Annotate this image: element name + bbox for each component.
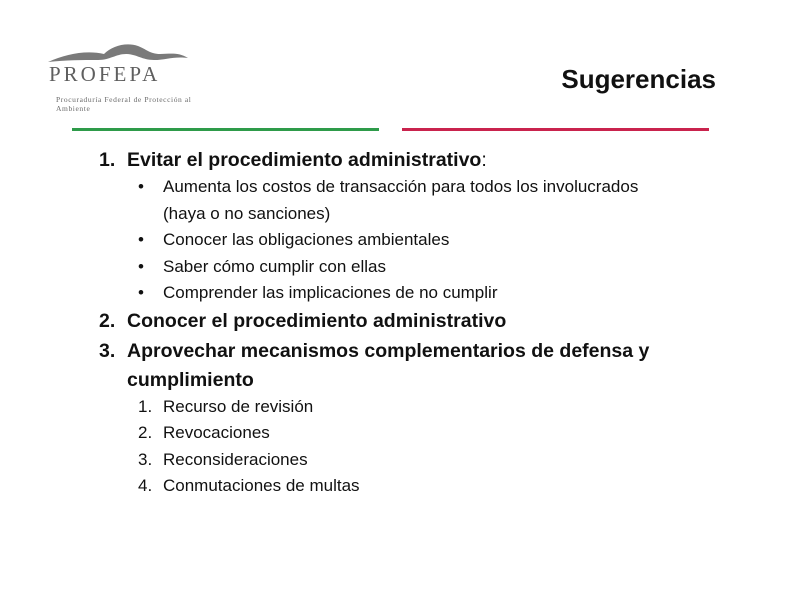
bullet-icon: •: [138, 177, 144, 196]
numbered-subitem: [138, 394, 314, 421]
logo-name: PROFEPA: [49, 62, 161, 86]
list-number: 1.: [99, 149, 116, 171]
list-item-text: Conocer el procedimiento administrativo: [127, 310, 507, 332]
subitem-text: Reconsideraciones: [163, 450, 308, 469]
bullet-text: Aumenta los costos de transacción para todos los involucrados: [163, 177, 639, 196]
list-item-2: [99, 307, 507, 336]
page-title: Sugerencias: [561, 64, 716, 94]
list-item-text: Aprovechar mecanismos complementarios de defensa y: [127, 340, 650, 362]
list-number: 2.: [99, 310, 116, 332]
bullet-text: Conocer las obligaciones ambientales: [163, 230, 450, 249]
subitem-number: 3.: [138, 450, 153, 469]
bullet-item: [138, 280, 498, 307]
bullet-item: [138, 174, 639, 201]
subitem-text: Conmutaciones de multas: [163, 476, 360, 495]
bullet-text: Comprender las implicaciones de no cumplir: [163, 283, 498, 302]
bullet-text: Saber cómo cumplir con ellas: [163, 257, 386, 276]
numbered-subitem: [138, 473, 360, 500]
subitem-text: Revocaciones: [163, 423, 270, 442]
subitem-number: 4.: [138, 476, 153, 495]
subitem-number: 2.: [138, 423, 153, 442]
list-item-suffix: :: [481, 149, 487, 171]
subitem-text: Recurso de revisión: [163, 397, 314, 416]
list-item-text: Evitar el procedimiento administrativo: [127, 149, 482, 171]
numbered-subitem: [138, 420, 270, 447]
logo-subtitle: Procuraduría Federal de Protección al Ambiente: [56, 95, 192, 113]
bullet-icon: •: [138, 257, 144, 276]
list-number: 3.: [99, 340, 116, 362]
bullet-icon: •: [138, 230, 144, 249]
numbered-subitem: [138, 447, 308, 474]
list-item-1: [99, 146, 487, 175]
list-item-3: [99, 337, 650, 366]
bullet-text: (haya o no sanciones): [163, 204, 331, 223]
list-item-text: cumplimiento: [127, 369, 254, 391]
subitem-number: 1.: [138, 397, 153, 416]
bullet-icon: •: [138, 283, 144, 302]
bullet-item: [138, 227, 450, 254]
bullet-item: [138, 254, 386, 281]
